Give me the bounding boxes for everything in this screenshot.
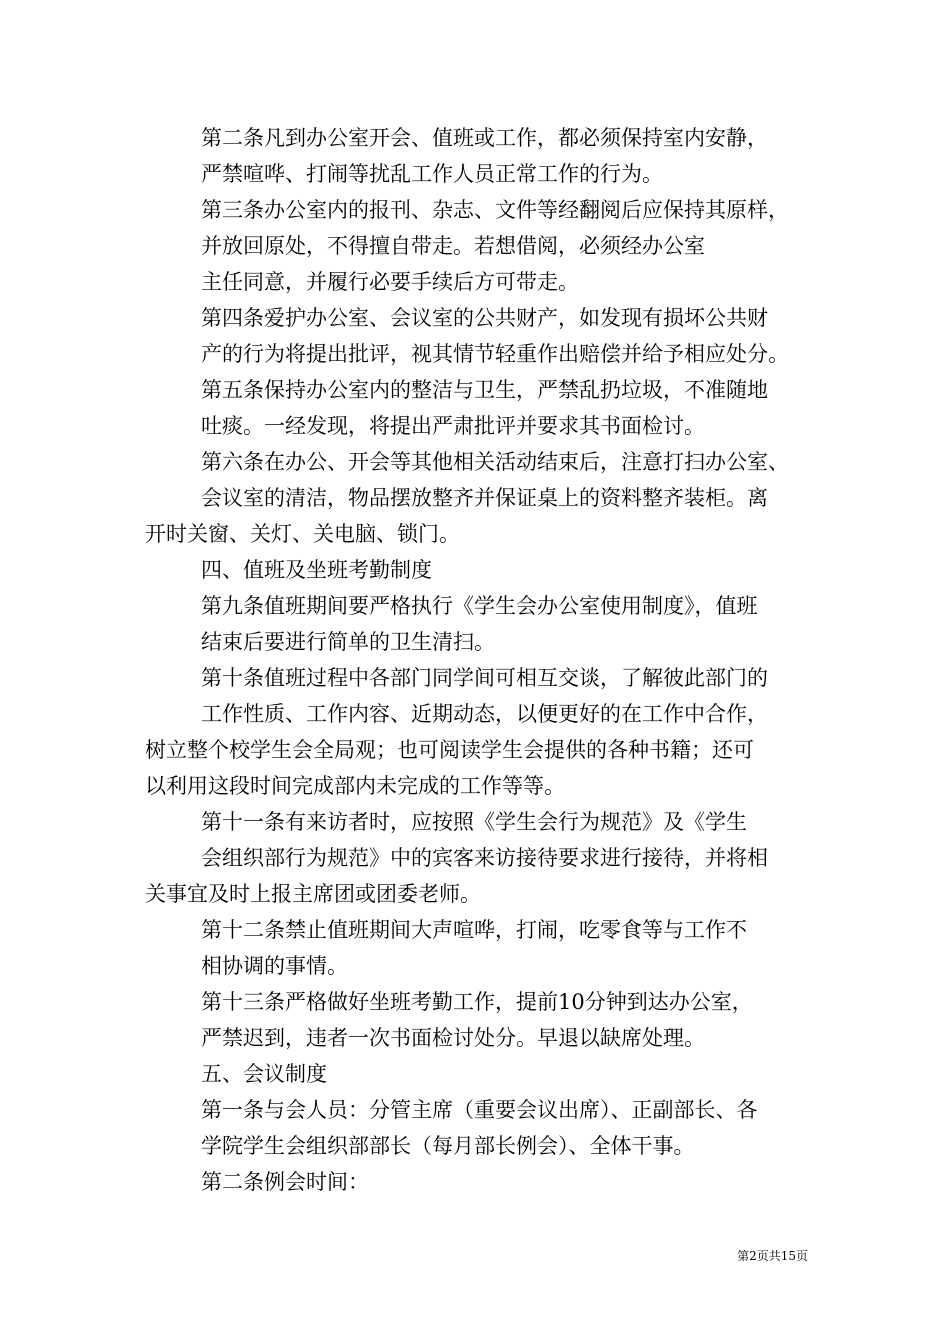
text-line: 第六条在办公、开会等其他相关活动结束后，注意打扫办公室、 xyxy=(201,450,789,474)
text-line: 会议室的清洁，物品摆放整齐并保证桌上的资料整齐装柜。离 xyxy=(201,486,768,510)
text-line: 第一条与会人员：分管主席（重要会议出席）、正副部长、各 xyxy=(201,1098,758,1122)
text-line: 产的行为将提出批评，视其情节轻重作出赔偿并给予相应处分。 xyxy=(201,342,789,366)
text-line: 结束后要进行简单的卫生清扫。 xyxy=(201,630,495,654)
text-line: 关事宜及时上报主席团或团委老师。 xyxy=(145,882,481,906)
text-line: 第三条办公室内的报刊、杂志、文件等经翻阅后应保持其原样， xyxy=(201,198,789,222)
text-line: 以利用这段时间完成部内未完成的工作等等。 xyxy=(145,774,565,798)
page-number: 第2页共15页 xyxy=(737,1249,808,1263)
text-line: 工作性质、工作内容、近期动态，以便更好的在工作中合作， xyxy=(201,702,768,726)
text-line: 第二条例会时间： xyxy=(201,1170,369,1194)
section-heading: 五、会议制度 xyxy=(201,1062,327,1086)
text-line: 第十三条严格做好坐班考勤工作，提前10分钟到达办公室， xyxy=(201,990,753,1014)
text-line: 第四条爱护办公室、会议室的公共财产，如发现有损坏公共财 xyxy=(201,306,768,330)
text-line: 会组织部行为规范》中的宾客来访接待要求进行接待，并将相 xyxy=(201,846,768,870)
text-line: 严禁迟到，违者一次书面检讨处分。早退以缺席处理。 xyxy=(201,1026,705,1050)
text-line: 主任同意，并履行必要手续后方可带走。 xyxy=(201,270,579,294)
text-line: 树立整个校学生会全局观；也可阅读学生会提供的各种书籍；还可 xyxy=(145,738,754,762)
text-line: 第九条值班期间要严格执行《学生会办公室使用制度》，值班 xyxy=(201,594,758,618)
text-line: 开时关窗、关灯、关电脑、锁门。 xyxy=(145,522,460,546)
text-line: 第十一条有来访者时，应按照《学生会行为规范》及《学生 xyxy=(201,810,747,834)
text-line: 相协调的事情。 xyxy=(201,954,348,978)
section-heading: 四、值班及坐班考勤制度 xyxy=(201,558,432,582)
text-line: 第二条凡到办公室开会、值班或工作，都必须保持室内安静， xyxy=(201,126,768,150)
text-line: 吐痰。一经发现，将提出严肃批评并要求其书面检讨。 xyxy=(201,414,705,438)
text-line: 第十条值班过程中各部门同学间可相互交谈，了解彼此部门的 xyxy=(201,666,768,690)
text-line: 学院学生会组织部部长（每月部长例会）、全体干事。 xyxy=(201,1134,695,1158)
text-line: 严禁喧哗、打闹等扰乱工作人员正常工作的行为。 xyxy=(201,162,663,186)
text-line: 第十二条禁止值班期间大声喧哗，打闹，吃零食等与工作不 xyxy=(201,918,747,942)
text-line: 第五条保持办公室内的整洁与卫生，严禁乱扔垃圾，不准随地 xyxy=(201,378,768,402)
text-line: 并放回原处，不得擅自带走。若想借阅，必须经办公室 xyxy=(201,234,705,258)
